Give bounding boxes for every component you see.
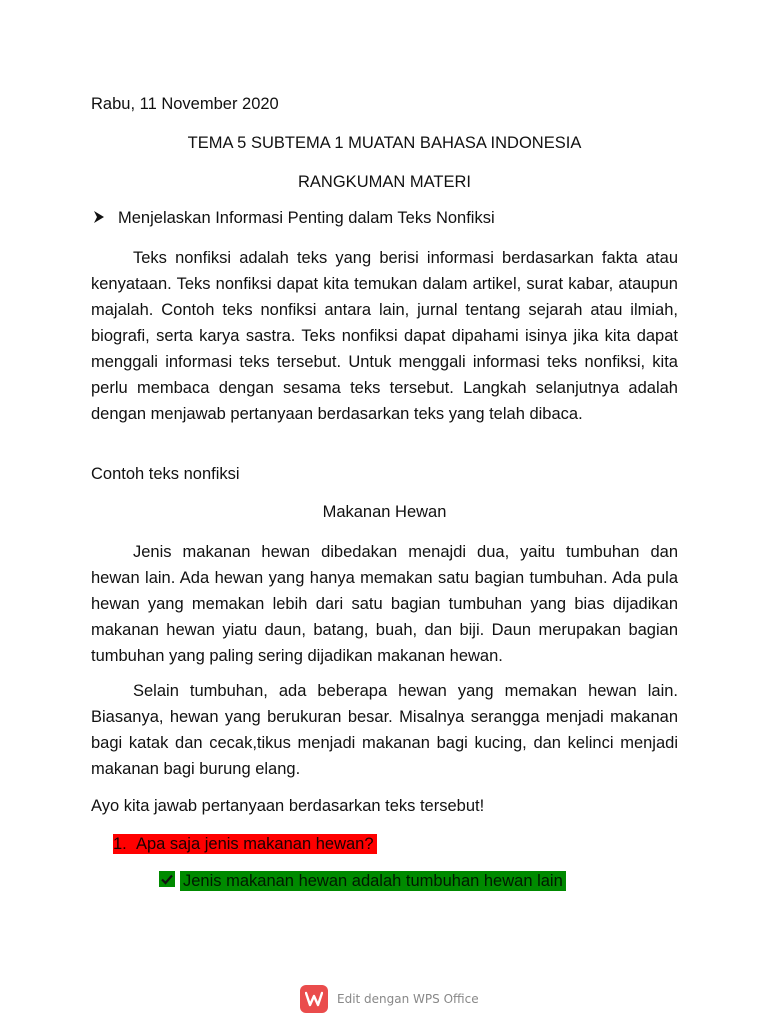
wps-office-icon <box>300 985 328 1013</box>
intro-paragraph-text: Teks nonfiksi adalah teks yang berisi informasi berdasarkan fakta atau kenyataan. Teks nonfiksi dapat kita temukan dalam artikel, surat kabar, ataupun majalah. Contoh teks nonfiksi antara lain, jurnal tentang sejarah atau ilmiah, biografi, serta karya sastra. Teks nonfiksi dapat dipahami isinya jika kita dapat menggali informasi teks tersebut. Untuk menggali informasi teks nonfiksi, kita perlu membaca dengan sesama teks tersebut. Langkah selanjutnya adalah dengan menjawab pertanyaan berdasarkan teks yang telah dibaca. <box>91 249 678 423</box>
question-highlight <box>113 834 377 854</box>
document-heading: TEMA 5 SUBTEMA 1 MUATAN BAHASA INDONESIA <box>187 134 582 152</box>
article-paragraph-2 <box>91 678 678 782</box>
article-paragraph-2-text: Selain tumbuhan, ada beberapa hewan yang memakan hewan lain. Biasanya, hewan yang berukuran besar. Misalnya serangga menjadi makanan bagi katak dan cecak,tikus menjadi makanan bagi kucing, dan kelinci menjadi makanan bagi burung elang. <box>91 682 678 778</box>
question-item <box>113 833 377 855</box>
bullet-title: Menjelaskan Informasi Penting dalam Teks Nonfiksi <box>118 209 495 227</box>
arrow-bullet-icon <box>92 210 106 224</box>
article-title: Makanan Hewan <box>322 503 447 521</box>
wps-watermark-text: Edit dengan WPS Office <box>337 992 479 1006</box>
question-text: Apa saja jenis makanan hewan? <box>135 835 374 853</box>
document-subheading: RANGKUMAN MATERI <box>298 173 471 191</box>
answer-item <box>180 870 566 892</box>
question-prompt: Ayo kita jawab pertanyaan berdasarkan teks tersebut! <box>91 797 485 815</box>
wps-watermark[interactable] <box>300 984 479 1014</box>
article-paragraph-1-text: Jenis makanan hewan dibedakan menajdi dua, yaitu tumbuhan dan hewan lain. Ada hewan yang hanya memakan satu bagian tumbuhan. Ada pula hewan yang memakan lebih dari satu bagian tumbuhan yang bias dijadikan makanan hewan yiatu daun, batang, buah, dan biji. Daun merupakan bagian tumbuhan yang paling sering dijadikan makanan hewan. <box>91 543 678 665</box>
article-paragraph-1 <box>91 539 678 669</box>
example-label: Contoh teks nonfiksi <box>91 465 240 483</box>
document-date: Rabu, 11 November 2020 <box>91 95 279 113</box>
intro-paragraph <box>91 245 678 427</box>
answer-text: Jenis makanan hewan adalah tumbuhan hewan lain <box>180 871 566 891</box>
question-number: 1. <box>113 835 127 853</box>
checkmark-icon <box>159 871 175 887</box>
